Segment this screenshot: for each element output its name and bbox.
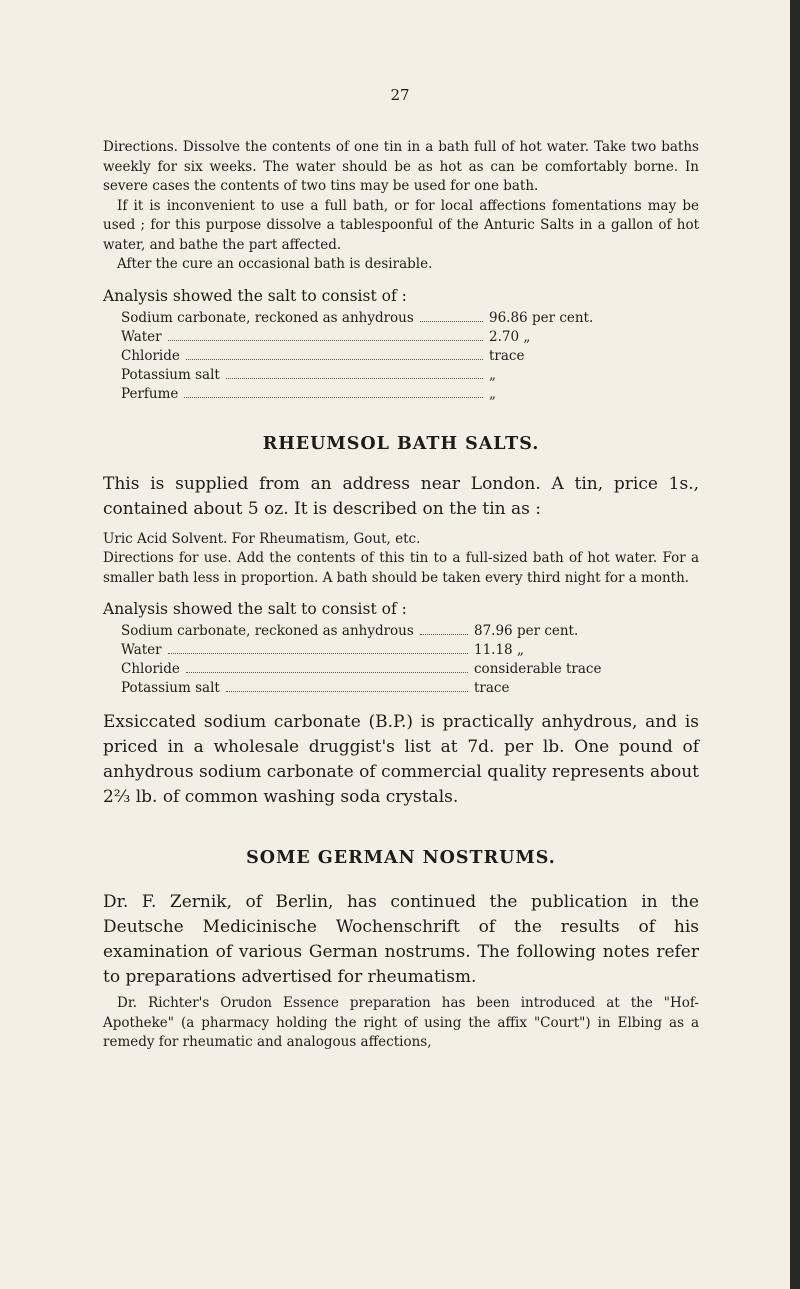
leader-dots [226, 691, 468, 692]
leader-dots [420, 634, 468, 635]
orudon-paragraph: Dr. Richter's Orudon Essence preparation has been introduced at the "Hof-Apotheke" (a pharmacy holding the right of using the affix "Court") in Elbing as a remedy for rheumatic and analogous affections, [103, 995, 699, 1050]
analysis-value: trace [489, 347, 525, 364]
analysis-row [121, 660, 699, 679]
page-content [103, 138, 699, 1053]
analysis-row [121, 679, 699, 698]
tin-text-claim: Uric Acid Solvent. For Rheumatism, Gout, etc. [103, 530, 421, 547]
analysis-table-1 [103, 309, 699, 404]
after-cure-paragraph: After the cure an occasional bath is desirable. [117, 256, 433, 272]
analysis-label: Potassium salt [121, 680, 220, 696]
analysis-row [121, 347, 699, 366]
analysis-label: Sodium carbonate, reckoned as anhydrous [121, 309, 414, 326]
analysis-value: 11.18 „ [474, 642, 524, 658]
section-heading-german-nostrums: SOME GERMAN NOSTRUMS. [246, 848, 556, 868]
tin-text-directions: Directions for use. Add the contents of this tin to a full-sized bath of hot water. For a smaller bath less in proportion. A bath should be taken every third night for a month. [103, 550, 699, 586]
analysis-label: Sodium carbonate, reckoned as anhydrous [121, 623, 414, 639]
exsiccated-paragraph: Exsiccated sodium carbonate (B.P.) is practically anhydrous, and is priced in a wholesale druggist's list at 7d. per lb. One pound of anhydrous sodium carbonate of commercial quality represents about 2⅔ lb. of common washing soda crystals. [103, 712, 699, 807]
leader-dots [186, 672, 468, 673]
rheumsol-intro: This is supplied from an address near London. A tin, price 1s., contained about 5 oz. It is described on the tin as : [103, 473, 699, 519]
analysis-lead-2: Analysis showed the salt to consist of : [103, 600, 407, 618]
leader-dots [186, 359, 483, 360]
analysis-row [121, 328, 699, 347]
page-number: 27 [390, 86, 410, 104]
analysis-value: considerable trace [474, 661, 602, 677]
analysis-row [121, 385, 699, 404]
analysis-value: „ [489, 385, 496, 402]
analysis-label: Potassium salt [121, 366, 220, 383]
fomentation-paragraph: If it is inconvenient to use a full bath, or for local affections fomentations may be used ; for this purpose dissolve a tablespoonful of the Anturic Salts in a gallon of hot water, and bathe the part affected. [103, 197, 699, 253]
analysis-label: Water [121, 642, 162, 658]
section-heading-rheumsol: RHEUMSOL BATH SALTS. [262, 433, 540, 454]
analysis-row [121, 309, 699, 328]
analysis-label: Chloride [121, 347, 180, 364]
analysis-lead-1: Analysis showed the salt to consist of : [103, 286, 407, 305]
analysis-value: 2.70 „ [489, 328, 531, 345]
analysis-value: trace [474, 680, 510, 696]
analysis-row [121, 641, 699, 660]
analysis-label: Perfume [121, 385, 179, 402]
analysis-table-2 [103, 622, 699, 698]
analysis-label: Chloride [121, 661, 180, 677]
directions-paragraph: Directions. Dissolve the contents of one tin in a bath full of hot water. Take two baths weekly for six weeks. The water should be as hot as can be comfortably borne. In severe cases the contents of two tins may be used for one bath. [103, 139, 699, 194]
leader-dots [226, 378, 483, 379]
analysis-value: 96.86 per cent. [489, 309, 594, 326]
analysis-value: 87.96 per cent. [474, 623, 579, 639]
zernik-paragraph: Dr. F. Zernik, of Berlin, has continued the publication in the Deutsche Medicinische Wochenschrift of the results of his examination of various German nostrums. The following notes refer to preparations advertised for rheumatism. [103, 892, 699, 987]
analysis-row [121, 622, 699, 641]
analysis-label: Water [121, 328, 162, 345]
leader-dots [168, 653, 468, 654]
page-edge [790, 0, 800, 1289]
analysis-value: „ [489, 366, 496, 383]
analysis-row [121, 366, 699, 385]
leader-dots [184, 397, 483, 398]
leader-dots [168, 340, 483, 341]
leader-dots [420, 321, 483, 322]
